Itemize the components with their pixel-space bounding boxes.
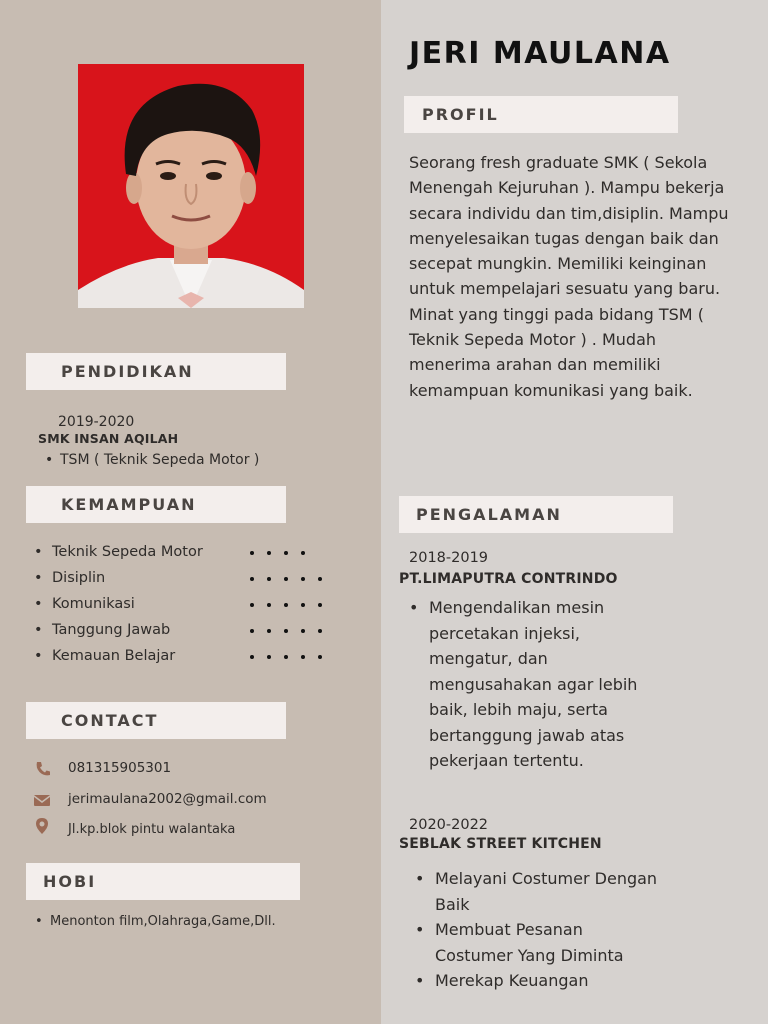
skill-level-dot	[267, 629, 271, 633]
skill-level-dot	[284, 577, 288, 581]
mail-icon	[33, 791, 51, 809]
hobby-heading: HOBI	[43, 872, 97, 891]
contact-heading-box	[26, 702, 286, 739]
contact-email: jerimaulana2002@gmail.com	[68, 791, 267, 807]
skill-level-dot	[267, 551, 271, 555]
skill-label: • Teknik Sepeda Motor	[52, 544, 203, 560]
skill-level-dots	[250, 577, 322, 581]
skill-label: • Komunikasi	[52, 596, 135, 612]
skill-level-dot	[301, 603, 305, 607]
job-1-company: PT.LIMAPUTRA CONTRINDO	[399, 571, 618, 587]
skill-label: • Tanggung Jawab	[52, 622, 170, 638]
education-major: • TSM ( Teknik Sepeda Motor )	[60, 452, 259, 468]
skill-level-dots	[250, 603, 322, 607]
education-years: 2019-2020	[58, 414, 135, 430]
skill-level-dot	[267, 603, 271, 607]
job-2-duty-3: • Merekap Keuangan	[435, 968, 665, 994]
skill-level-dots	[250, 551, 305, 555]
experience-heading: PENGALAMAN	[416, 505, 562, 524]
skill-label: • Kemauan Belajar	[52, 648, 175, 664]
skill-level-dot	[301, 551, 305, 555]
experience-heading-box	[399, 496, 673, 533]
education-heading: PENDIDIKAN	[61, 362, 194, 381]
job-2-duty-2: • Membuat Pesanan Costumer Yang Diminta	[435, 917, 665, 968]
skill-level-dot	[301, 577, 305, 581]
portrait-illustration	[78, 64, 304, 308]
hobby-text: • Menonton film,Olahraga,Game,Dll.	[50, 914, 276, 929]
skill-level-dot	[250, 603, 254, 607]
skill-level-dot	[250, 577, 254, 581]
skill-level-dot	[284, 603, 288, 607]
contact-heading: CONTACT	[61, 711, 159, 730]
skill-level-dots	[250, 655, 322, 659]
skill-level-dot	[284, 551, 288, 555]
skill-level-dot	[250, 655, 254, 659]
hobby-heading-box	[26, 863, 300, 900]
contact-address: Jl.kp.blok pintu walantaka	[68, 822, 236, 837]
profile-heading-box	[404, 96, 678, 133]
skill-label: • Disiplin	[52, 570, 105, 586]
skill-level-dot	[284, 655, 288, 659]
skill-level-dot	[301, 655, 305, 659]
skill-level-dot	[250, 551, 254, 555]
profile-photo	[78, 64, 304, 308]
job-2-duty-1: • Melayani Costumer Dengan Baik	[435, 866, 665, 917]
skill-level-dot	[318, 603, 322, 607]
job-2-years: 2020-2022	[409, 817, 489, 833]
skill-level-dot	[267, 655, 271, 659]
profile-heading: PROFIL	[422, 105, 499, 124]
contact-phone: 081315905301	[68, 760, 172, 776]
location-pin-icon	[33, 817, 51, 835]
candidate-name: JERI MAULANA	[409, 36, 671, 71]
skill-level-dot	[318, 655, 322, 659]
job-1-years: 2018-2019	[409, 550, 489, 566]
phone-icon	[34, 760, 52, 778]
skill-level-dot	[284, 629, 288, 633]
skills-heading-box	[26, 486, 286, 523]
skill-level-dots	[250, 629, 322, 633]
skills-heading: KEMAMPUAN	[61, 495, 197, 514]
education-school: SMK INSAN AQILAH	[38, 431, 179, 446]
skill-level-dot	[318, 577, 322, 581]
skill-level-dot	[301, 629, 305, 633]
skill-level-dot	[267, 577, 271, 581]
skill-level-dot	[250, 629, 254, 633]
job-1-duty: • Mengendalikan mesin percetakan injeksi, mengatur, dan mengusahakan agar lebih baik, lebih maju, serta bertanggung jawab atas pekerjaan tertentu.	[429, 595, 644, 774]
job-2-company: SEBLAK STREET KITCHEN	[399, 836, 602, 852]
skill-level-dot	[318, 629, 322, 633]
education-heading-box	[26, 353, 286, 390]
profile-text: Seorang fresh graduate SMK ( Sekola Menengah Kejuruhan ). Mampu bekerja secara individu dan tim,disiplin. Mampu menyelesaikan tugas dengan baik dan secepat mungkin. Memiliki keinginan untuk mempelajari sesuatu yang baru. Minat yang tinggi pada bidang TSM ( Teknik Sepeda Motor ) . Mudah menerima arahan dan memiliki kemampuan komunikasi yang baik.	[409, 153, 729, 400]
